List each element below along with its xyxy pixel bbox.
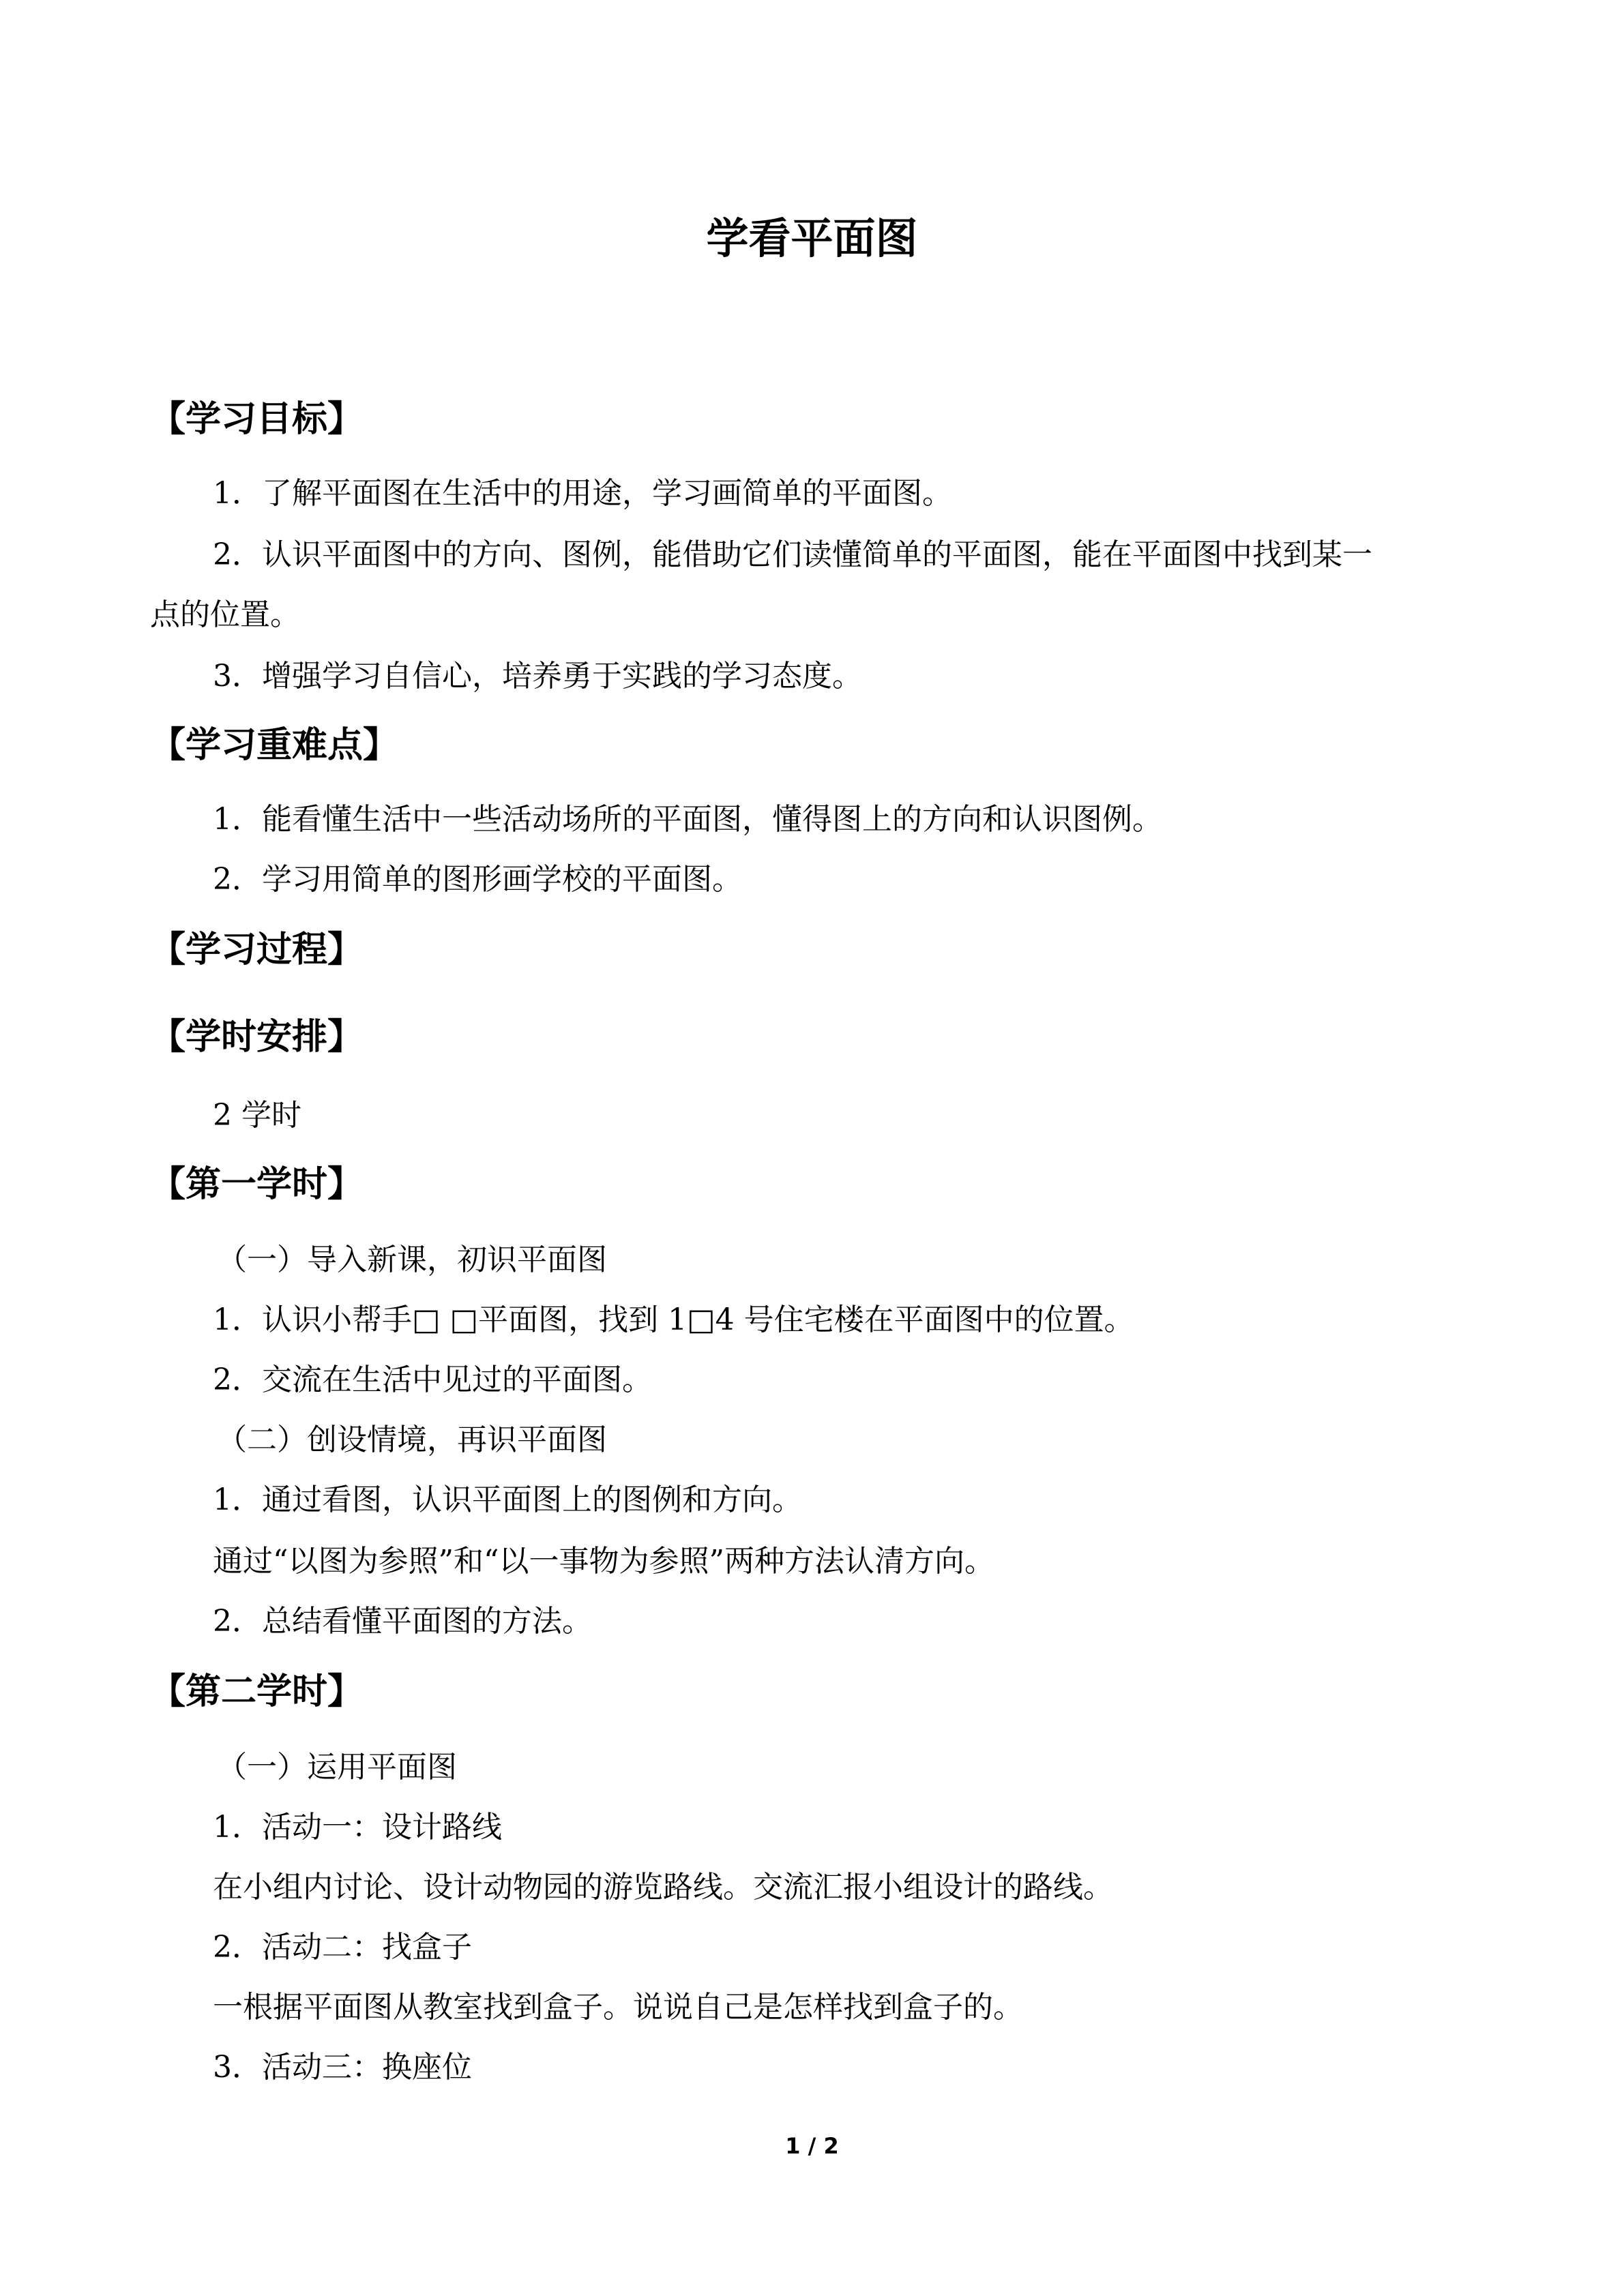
first-item-6: 通过“以图为参照”和“以一事物为参照”两种方法认清方向。 (213, 1544, 994, 1579)
first-item-2: 1．认识小帮手□ □平面图，找到 1□4 号住宅楼在平面图中的位置。 (213, 1302, 1134, 1337)
second-item-2: 1．活动一：设计路线 (213, 1810, 502, 1845)
heading-schedule: 【学时安排】 (150, 1017, 364, 1058)
heading-first-period: 【第一学时】 (150, 1164, 364, 1205)
keypoint-item-1: 1．能看懂生活中一些活动场所的平面图，懂得图上的方向和认识图例。 (213, 802, 1162, 837)
first-item-3: 2．交流在生活中见过的平面图。 (213, 1362, 652, 1397)
goal-item-2: 2．认识平面图中的方向、图例，能借助它们读懂简单的平面图，能在平面图中找到某一 (213, 537, 1372, 572)
goal-item-3: 3．增强学习自信心，培养勇于实践的学习态度。 (213, 659, 862, 694)
page-title: 学看平面图 (706, 213, 918, 263)
page-number: 1 / 2 (785, 2133, 839, 2159)
heading-second-period: 【第二学时】 (150, 1671, 364, 1712)
second-item-6: 3．活动三：换座位 (213, 2050, 472, 2085)
first-item-7: 2．总结看懂平面图的方法。 (213, 1604, 592, 1639)
second-item-4: 2．活动二：找盒子 (213, 1930, 472, 1965)
schedule-text: 2 学时 (213, 1098, 301, 1133)
heading-goals: 【学习目标】 (150, 399, 364, 440)
second-item-1: （一）运用平面图 (217, 1750, 457, 1785)
first-item-1: （一）导入新课，初识平面图 (217, 1242, 607, 1277)
keypoint-item-2: 2．学习用简单的图形画学校的平面图。 (213, 862, 742, 897)
goal-item-2-cont: 点的位置。 (150, 597, 300, 632)
heading-keypoints: 【学习重难点】 (150, 725, 399, 766)
first-item-4: （二）创设情境，再识平面图 (217, 1422, 607, 1457)
second-item-5: 一根据平面图从教室找到盒子。说说自己是怎样找到盒子的。 (213, 1990, 1023, 2025)
goal-item-1: 1．了解平面图在生活中的用途，学习画简单的平面图。 (213, 476, 952, 511)
second-item-3: 在小组内讨论、设计动物园的游览路线。交流汇报小组设计的路线。 (213, 1870, 1113, 1905)
first-item-5: 1．通过看图，认识平面图上的图例和方向。 (213, 1482, 802, 1517)
heading-process: 【学习过程】 (150, 929, 364, 970)
